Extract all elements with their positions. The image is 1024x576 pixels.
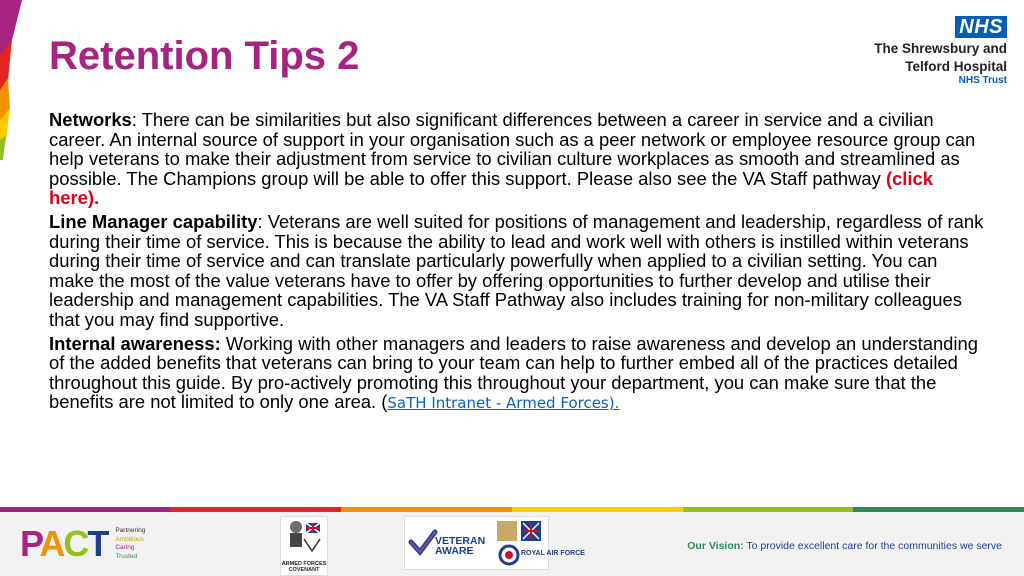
section-internal-awareness [49, 334, 984, 414]
vision-statement: Our Vision: To provide excellent care for the communities we serve [687, 540, 1002, 552]
covenant-label: ARMED FORCES COVENANT [281, 561, 327, 573]
section-heading: Internal awareness: [49, 332, 221, 354]
trust-name-line2: Telford Hospital [905, 59, 1007, 74]
section-heading: Networks [49, 109, 132, 130]
services-badges [495, 519, 585, 567]
services-emblem-icon [495, 519, 585, 567]
section-line-manager [49, 212, 984, 330]
crest-icon [282, 517, 326, 555]
page-title: Retention Tips 2 [49, 34, 360, 78]
retention-tips-body [49, 110, 984, 418]
pact-logo [20, 524, 145, 564]
section-heading: Line Manager capability [49, 210, 258, 232]
armed-forces-covenant-logo [280, 516, 328, 576]
section-text: : Veterans are well suited for positions of management and leadership, regardless of rank during their time of service. This is because the ability to lead and work well with others is instilled within veterans during their time of service and can translate particularly powerfully when applied to a civilian setting. You can make the most of the value veterans have to offer by offering opportunities to further develop and utilise their leadership and management capabilities. The VA Staff Pathway also includes training for non-military colleagues that you may find supportive. [49, 210, 984, 330]
section-text: Working with other managers and leaders to raise awareness and develop an understanding of the added benefits that veterans can bring to your team can help to further embed all of the practices detailed throughout this guide. By pro-actively promoting this throughout your department, you can make sure that the benefits are not limited to only one area. ( [49, 332, 978, 413]
sath-intranet-link[interactable]: SaTH Intranet - Armed Forces). [387, 394, 620, 413]
veteran-aware-logos [404, 516, 585, 570]
pact-values: Partnering Ambitious Caring Trusted [115, 527, 146, 560]
trust-name-line1: The Shrewsbury and [874, 41, 1007, 56]
checkmark-icon [409, 528, 437, 558]
trust-logo [874, 16, 1007, 86]
trust-label: NHS Trust [958, 75, 1007, 86]
veteran-aware-text: VETERAN AWARE [435, 535, 486, 557]
section-networks [49, 110, 984, 208]
svg-text:ROYAL AIR FORCE: ROYAL AIR FORCE [521, 550, 585, 557]
pact-wordmark: PACT [20, 523, 108, 564]
nhs-badge: NHS [955, 16, 1007, 38]
corner-decoration [0, 0, 22, 160]
va-pathway-link[interactable]: (click here). [49, 167, 933, 209]
section-text: : There can be similarities but also significant differences between a career in service and a civilian career. An internal source of support in your organisation such as a peer network or employee resource group can help veterans to make their adjustment from service to civilian culture workplaces as smooth and streamlined as possible. The Champions group will be able to offer this support. Please also see the VA Staff pathway [49, 109, 976, 189]
